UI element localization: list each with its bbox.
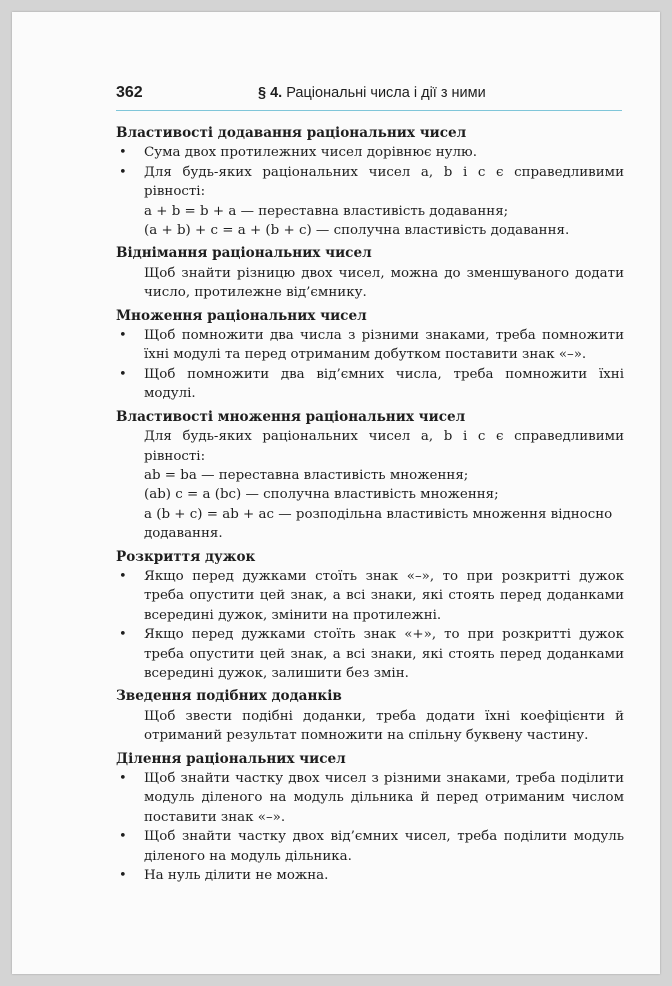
bullet-text: Щоб знайти частку двох чисел з різними знаками, треба поділити модуль діленого на модуль дільника й перед отриманим числом поставити знак «–». [144,771,624,825]
bullet-text: Щоб помножити два числа з різними знаками, треба помножити їхні модулі та перед отриманим добутком поставити знак «–». [144,328,624,363]
bullet-item [116,163,624,202]
bullet-item [116,866,624,885]
bullet-item [116,365,624,404]
bullet-item [116,769,624,827]
formula-text: (ab) c = a (bc) — сполучна властивість множення; [144,487,499,503]
bullet-text: Сума двох протилежних чисел дорівнює нулю. [144,145,477,161]
formula-line [116,466,624,485]
rule-section [116,687,624,745]
book-page [12,12,660,974]
paragraph-text: Для будь-яких раціональних чисел a, b і c є справедливими рівності: [144,429,624,464]
bullet-text: Щоб помножити два від’ємних числа, треба помножити їхні модулі. [144,366,624,402]
formula-text: ab = ba — переставна властивість множення; [144,467,469,483]
section-heading: Властивості множення раціональних чисел [116,408,466,425]
formula-line [116,202,624,221]
rule-paragraph [116,427,624,466]
bullet-item [116,625,624,683]
rule-section [116,408,624,544]
bullet-item [116,827,624,866]
page-number: 362 [116,84,143,101]
bullet-icon: • [119,868,127,884]
bullet-icon: • [119,366,127,382]
summary-content [116,124,624,889]
running-title [258,85,486,101]
bullet-text: Для будь-яких раціональних чисел a, b і c є справедливими рівності: [144,164,624,200]
bullet-icon: • [119,328,127,344]
section-heading: Розкриття дужок [116,548,256,565]
bullet-icon: • [119,771,127,786]
section-heading: Властивості додавання раціональних чисел [116,125,467,141]
bullet-icon: • [119,829,127,845]
formula-line [116,221,624,240]
section-heading: Віднімання раціональних чисел [116,245,372,262]
rule-section [116,750,624,886]
rule-paragraph [116,707,624,746]
formula-text: a + b = b + a — переставна властивість додавання; [144,203,509,219]
bullet-text: На нуль ділити не можна. [144,868,329,884]
formula-text: (a + b) + c = a + (b + c) — сполучна властивість додавання. [144,223,570,239]
bullet-item [116,326,624,365]
bullet-icon: • [119,145,127,161]
section-heading: Ділення раціональних чисел [116,750,346,767]
rule-section [116,244,624,302]
rule-section [116,548,624,684]
section-heading: Множення раціональних чисел [116,307,367,324]
bullet-icon: • [119,164,127,180]
bullet-text: Якщо перед дужками стоїть знак «–», то при розкритті дужок треба опустити цей знак, а всі знаки, які стоять перед доданками всередині дужок, змінити на протилежні. [144,568,624,623]
section-heading: Зведення подібних доданків [116,688,342,705]
paragraph-text: Щоб звести подібні доданки, треба додати їхні коефіцієнти й отриманий результат помножити на спільну буквену частину. [144,708,624,744]
bullet-icon: • [119,627,127,643]
section-mark: § 4. [258,85,283,101]
bullet-text: Якщо перед дужками стоїть знак «+», то при розкритті дужок треба опустити цей знак, а всі знаки, які стоять перед доданками всередині дужок, залишити без змін. [144,627,624,681]
paragraph-text: Щоб знайти різницю двох чисел, можна до зменшуваного додати число, протилежне від’ємнику. [144,265,624,301]
rule-section [116,124,624,240]
formula-line [116,505,624,544]
rule-paragraph [116,264,624,303]
formula-text: a (b + c) = ab + ac — розподільна властивість множення відносно додавання. [144,506,613,542]
rule-section [116,307,624,404]
formula-line [116,485,624,504]
bullet-icon: • [119,568,127,584]
bullet-text: Щоб знайти частку двох від’ємних чисел, треба поділити модуль діленого на модуль дільника. [144,829,624,864]
bullet-item [116,567,624,625]
page-header [116,80,622,111]
bullet-item [116,143,624,162]
section-title: Раціональні числа і дії з ними [286,85,486,101]
